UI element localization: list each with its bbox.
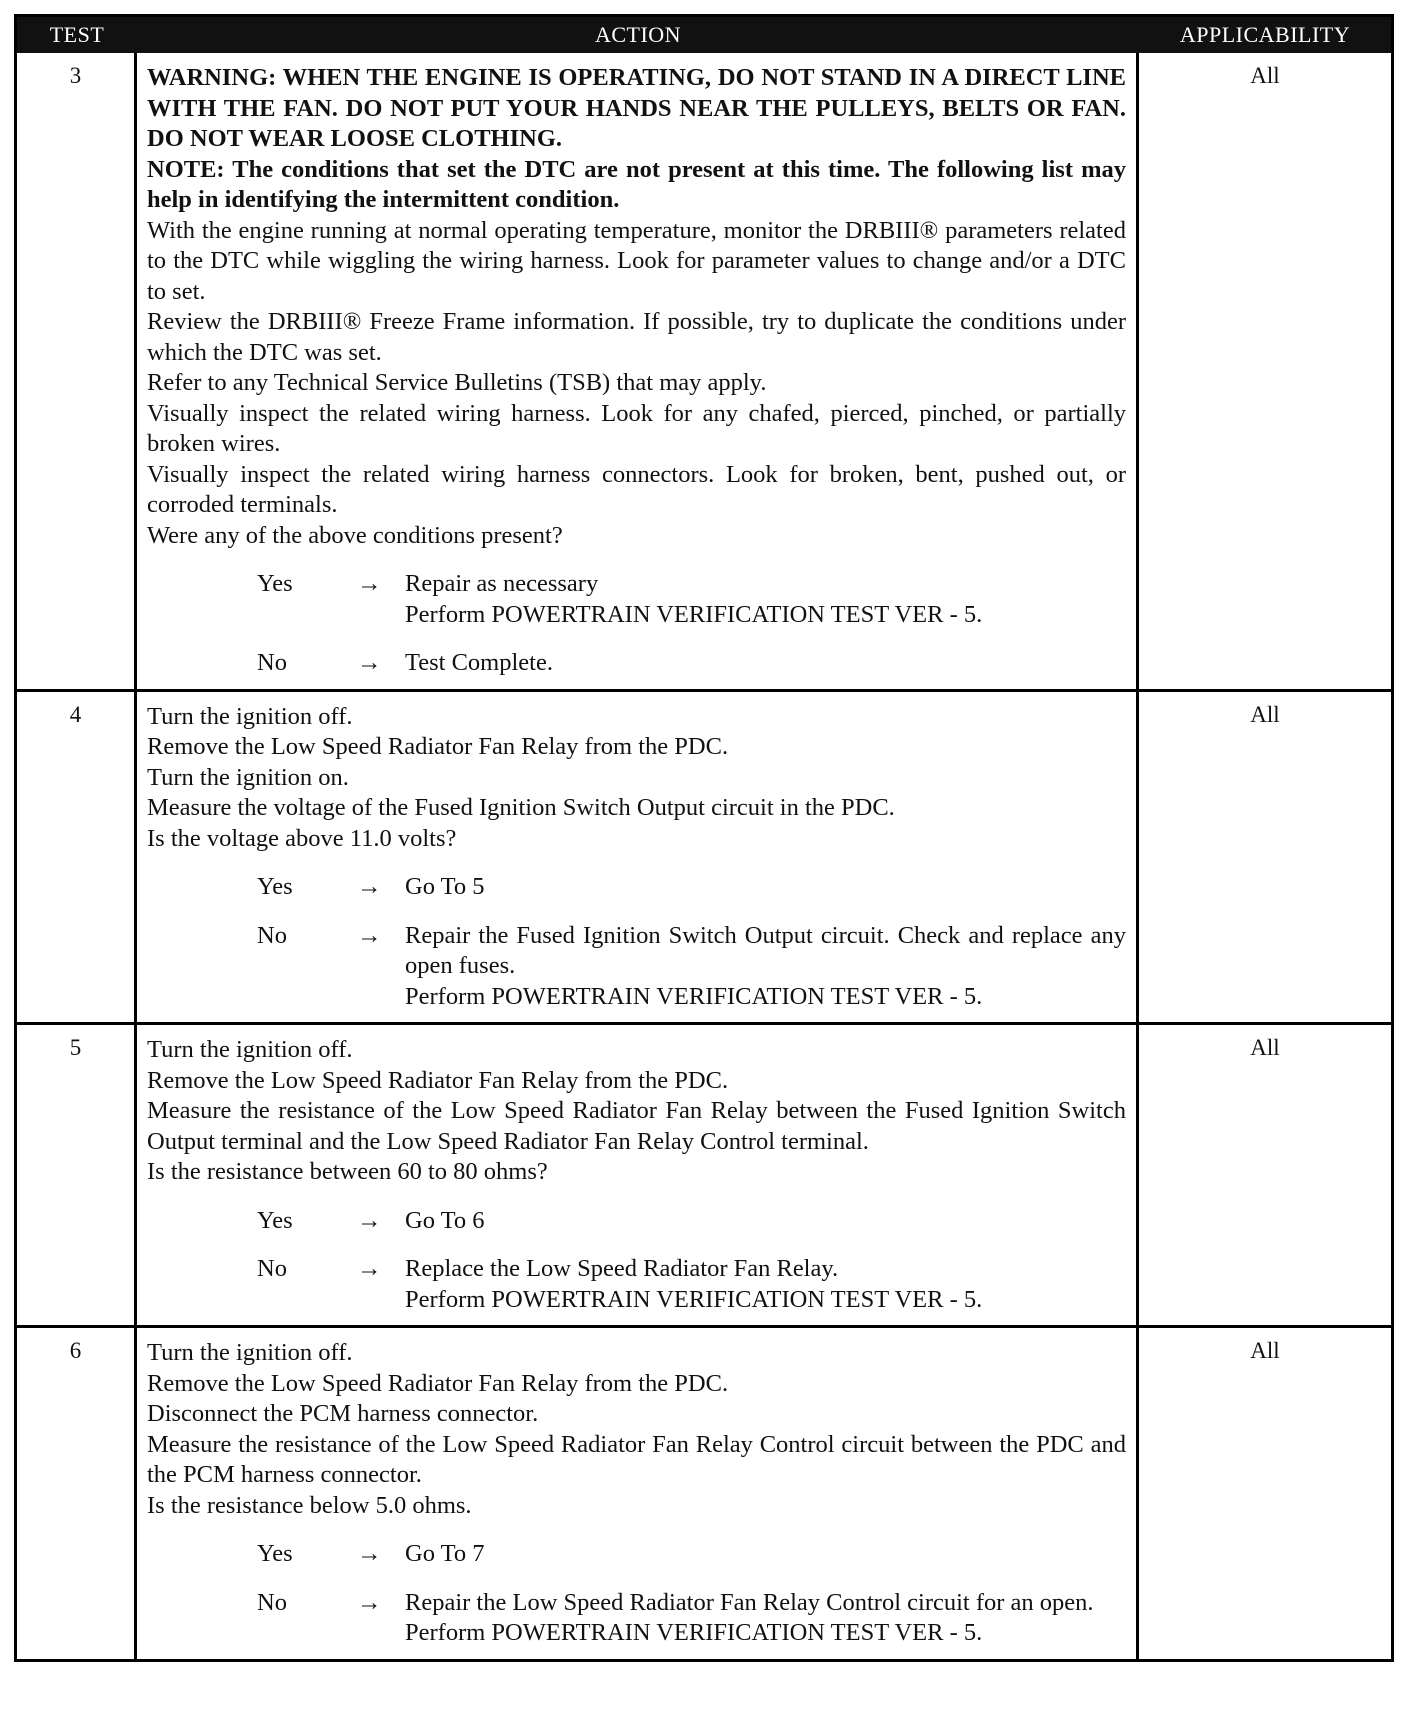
answer-line: Replace the Low Speed Radiator Fan Relay. <box>405 1255 839 1282</box>
answer-line: Perform POWERTRAIN VERIFICATION TEST VER - 5. <box>405 1285 983 1313</box>
right-arrow-icon: → <box>357 921 382 949</box>
answer-label: Yes <box>257 1206 293 1234</box>
applicability-value: All <box>1250 701 1280 727</box>
table-body <box>17 53 1391 1659</box>
table-row <box>17 689 1391 1023</box>
diagnostic-test-table <box>14 14 1394 1662</box>
answer-line: Repair the Low Speed Radiator Fan Relay Control circuit for an open. <box>405 1588 1094 1616</box>
action-step: Disconnect the PCM harness connector. <box>147 1400 539 1427</box>
answer-label: No <box>257 649 287 676</box>
answer-line: Repair as necessary <box>405 570 599 597</box>
action-step: Measure the resistance of the Low Speed Radiator Fan Relay Control circuit between the PDC and the PCM harness connector. <box>147 1430 1126 1488</box>
answer-line: Perform POWERTRAIN VERIFICATION TEST VER - 5. <box>405 600 983 628</box>
action-step: Remove the Low Speed Radiator Fan Relay from the PDC. <box>147 1066 729 1094</box>
answer-line: Repair the Fused Ignition Switch Output circuit. Check and replace any open fuses. <box>405 921 1126 979</box>
applicability-value: All <box>1250 1338 1280 1363</box>
answer-text <box>405 1206 1126 1237</box>
table-header <box>17 17 1391 53</box>
answer-label: No <box>257 921 287 949</box>
action-cell <box>137 1328 1139 1659</box>
answer-line: Perform POWERTRAIN VERIFICATION TEST VER - 5. <box>405 982 983 1010</box>
answer-branch <box>147 569 1126 630</box>
action-step: Were any of the above conditions present? <box>147 521 563 549</box>
header-action: ACTION <box>594 22 682 47</box>
answer-text <box>405 872 1126 903</box>
answer-branch <box>147 648 1126 679</box>
answer-branch <box>147 872 1126 903</box>
answer-branch <box>147 921 1126 1013</box>
answer-branch <box>147 1254 1126 1315</box>
answer-line: Perform POWERTRAIN VERIFICATION TEST VER - 5. <box>405 1619 983 1646</box>
answer-text <box>405 648 1126 679</box>
action-step: With the engine running at normal operating temperature, monitor the DRBIII® parameters related to the DTC while wiggling the wiring harness. Look for parameter values to change and/or a DTC to set. <box>147 216 1126 305</box>
action-step: Turn the ignition off. <box>147 1339 353 1366</box>
test-number: 6 <box>17 1328 137 1659</box>
applicability-value: All <box>1250 63 1280 88</box>
warning-text: WARNING: WHEN THE ENGINE IS OPERATING, DO NOT STAND IN A DIRECT LINE WITH THE FAN. DO NOT PUT YOUR HANDS NEAR THE PULLEYS, BELTS OR FAN. DO NOT WEAR LOOSE CLOTHING. <box>147 64 1126 152</box>
action-step: Remove the Low Speed Radiator Fan Relay from the PDC. <box>147 733 729 760</box>
test-number: 3 <box>17 53 137 689</box>
action-step: Turn the ignition off. <box>147 702 353 730</box>
action-step: Remove the Low Speed Radiator Fan Relay from the PDC. <box>147 1369 729 1397</box>
note-text: NOTE: The conditions that set the DTC are not present at this time. The following list may help in identifying the intermittent condition. <box>147 155 1126 213</box>
action-step: Is the resistance between 60 to 80 ohms? <box>147 1158 548 1185</box>
answer-branch <box>147 1206 1126 1237</box>
right-arrow-icon: → <box>357 1206 382 1234</box>
action-cell <box>137 53 1139 689</box>
right-arrow-icon: → <box>357 1255 382 1282</box>
answer-text <box>405 1254 1126 1315</box>
answer-line: Go To 7 <box>405 1540 485 1567</box>
answer-label: Yes <box>257 570 293 597</box>
answer-label: No <box>257 1255 287 1282</box>
action-step: Measure the voltage of the Fused Ignition Switch Output circuit in the PDC. <box>147 794 895 821</box>
answer-branch <box>147 1588 1126 1649</box>
right-arrow-icon: → <box>357 1540 382 1567</box>
answer-label: Yes <box>257 1540 293 1567</box>
answer-label: No <box>257 1588 287 1616</box>
answer-label: Yes <box>257 873 293 900</box>
action-step: Is the voltage above 11.0 volts? <box>147 824 457 852</box>
action-step: Review the DRBIII® Freeze Frame information. If possible, try to duplicate the conditions under which the DTC was set. <box>147 308 1126 366</box>
header-applicability: APPLICABILITY <box>1179 22 1351 47</box>
action-step: Visually inspect the related wiring harness. Look for any chafed, pierced, pinched, or partially broken wires. <box>147 399 1126 457</box>
action-cell <box>137 692 1139 1023</box>
answer-text <box>405 921 1126 1013</box>
applicability-value: All <box>1250 1035 1280 1060</box>
action-cell <box>137 1025 1139 1325</box>
table-row <box>17 1022 1391 1325</box>
answer-line: Go To 5 <box>405 873 485 900</box>
right-arrow-icon: → <box>357 1588 382 1616</box>
answer-text <box>405 1588 1126 1649</box>
action-step: Visually inspect the related wiring harness connectors. Look for broken, bent, pushed out, or corroded terminals. <box>147 460 1126 518</box>
right-arrow-icon: → <box>357 649 382 676</box>
action-step: Turn the ignition on. <box>147 763 349 791</box>
answer-text <box>405 1539 1126 1570</box>
test-number: 5 <box>17 1025 137 1325</box>
test-number: 4 <box>17 692 137 1023</box>
right-arrow-icon: → <box>357 873 382 900</box>
answer-text <box>405 569 1126 630</box>
action-step: Refer to any Technical Service Bulletins (TSB) that may apply. <box>147 369 767 396</box>
action-step: Is the resistance below 5.0 ohms. <box>147 1491 472 1519</box>
table-row <box>17 53 1391 689</box>
answer-branch <box>147 1539 1126 1570</box>
answer-line: Test Complete. <box>405 649 553 676</box>
action-step: Measure the resistance of the Low Speed Radiator Fan Relay between the Fused Ignition Switch Output terminal and the Low Speed Radiator Fan Relay Control terminal. <box>147 1097 1126 1155</box>
answer-line: Go To 6 <box>405 1206 485 1234</box>
action-step: Turn the ignition off. <box>147 1036 353 1063</box>
right-arrow-icon: → <box>357 570 382 597</box>
table-row <box>17 1325 1391 1659</box>
header-test: TEST <box>49 22 105 47</box>
